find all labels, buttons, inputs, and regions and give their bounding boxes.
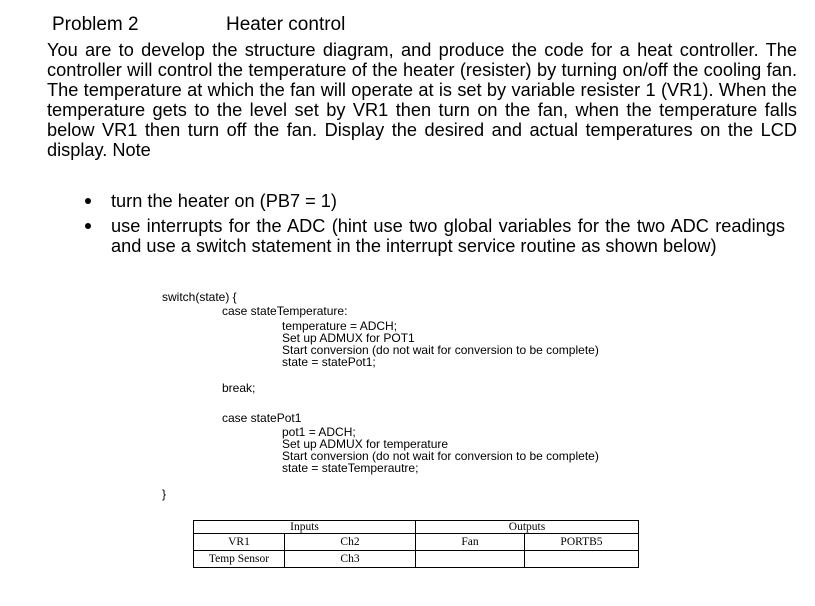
note-item	[85, 216, 785, 256]
table-cell: Ch2	[285, 534, 416, 551]
table-row	[194, 551, 639, 568]
problem-title: Heater control	[226, 14, 346, 35]
problem-label: Problem 2	[52, 14, 139, 35]
code-line: state = stateTemperautre;	[282, 461, 419, 475]
code-switch-line: switch(state) {	[162, 290, 237, 304]
code-line: temperature = ADCH;	[282, 319, 398, 333]
table-cell: PORTB5	[525, 534, 639, 551]
table-cell: Fan	[416, 534, 525, 551]
inputs-header: Inputs	[194, 521, 416, 534]
code-case-pot1: case statePot1	[222, 411, 302, 425]
note-text: turn the heater on (PB7 = 1)	[111, 191, 337, 211]
code-line: state = statePot1;	[282, 355, 376, 369]
table-cell	[416, 551, 525, 568]
code-case-temperature: case stateTemperature:	[222, 304, 348, 318]
table-cell	[525, 551, 639, 568]
table-cell: Temp Sensor	[194, 551, 285, 568]
table-row	[194, 534, 639, 551]
table-cell: VR1	[194, 534, 285, 551]
io-table	[193, 520, 639, 568]
code-line: Set up ADMUX for POT1	[282, 331, 415, 345]
table-header-row	[194, 521, 639, 534]
code-line: Start conversion (do not wait for conversion to be complete)	[282, 343, 599, 357]
bullet-icon	[85, 223, 91, 229]
code-line: pot1 = ADCH;	[282, 425, 356, 439]
code-break: break;	[222, 381, 256, 395]
code-line: Set up ADMUX for temperature	[282, 437, 449, 451]
outputs-header: Outputs	[416, 521, 639, 534]
note-text: use interrupts for the ADC (hint use two global variables for the two ADC readings and use a switch statement in the interrupt service routine as shown below)	[111, 216, 785, 256]
notes-list	[85, 191, 785, 261]
bullet-icon	[85, 198, 91, 204]
code-close-brace: }	[162, 487, 167, 501]
code-line: Start conversion (do not wait for conversion to be complete)	[282, 449, 599, 463]
table-cell: Ch3	[285, 551, 416, 568]
note-item	[85, 191, 785, 211]
problem-description: You are to develop the structure diagram, and produce the code for a heat controller. The controller will control the temperature of the heater (resister) by turning on/off the cooling fan. The temperature at which the fan will operate at is set by variable resister 1 (VR1). When the temperature gets to the level set by VR1 then turn on the fan, when the temperature falls below VR1 then turn off the fan. Display the desired and actual temperatures on the LCD display. Note	[47, 40, 797, 160]
